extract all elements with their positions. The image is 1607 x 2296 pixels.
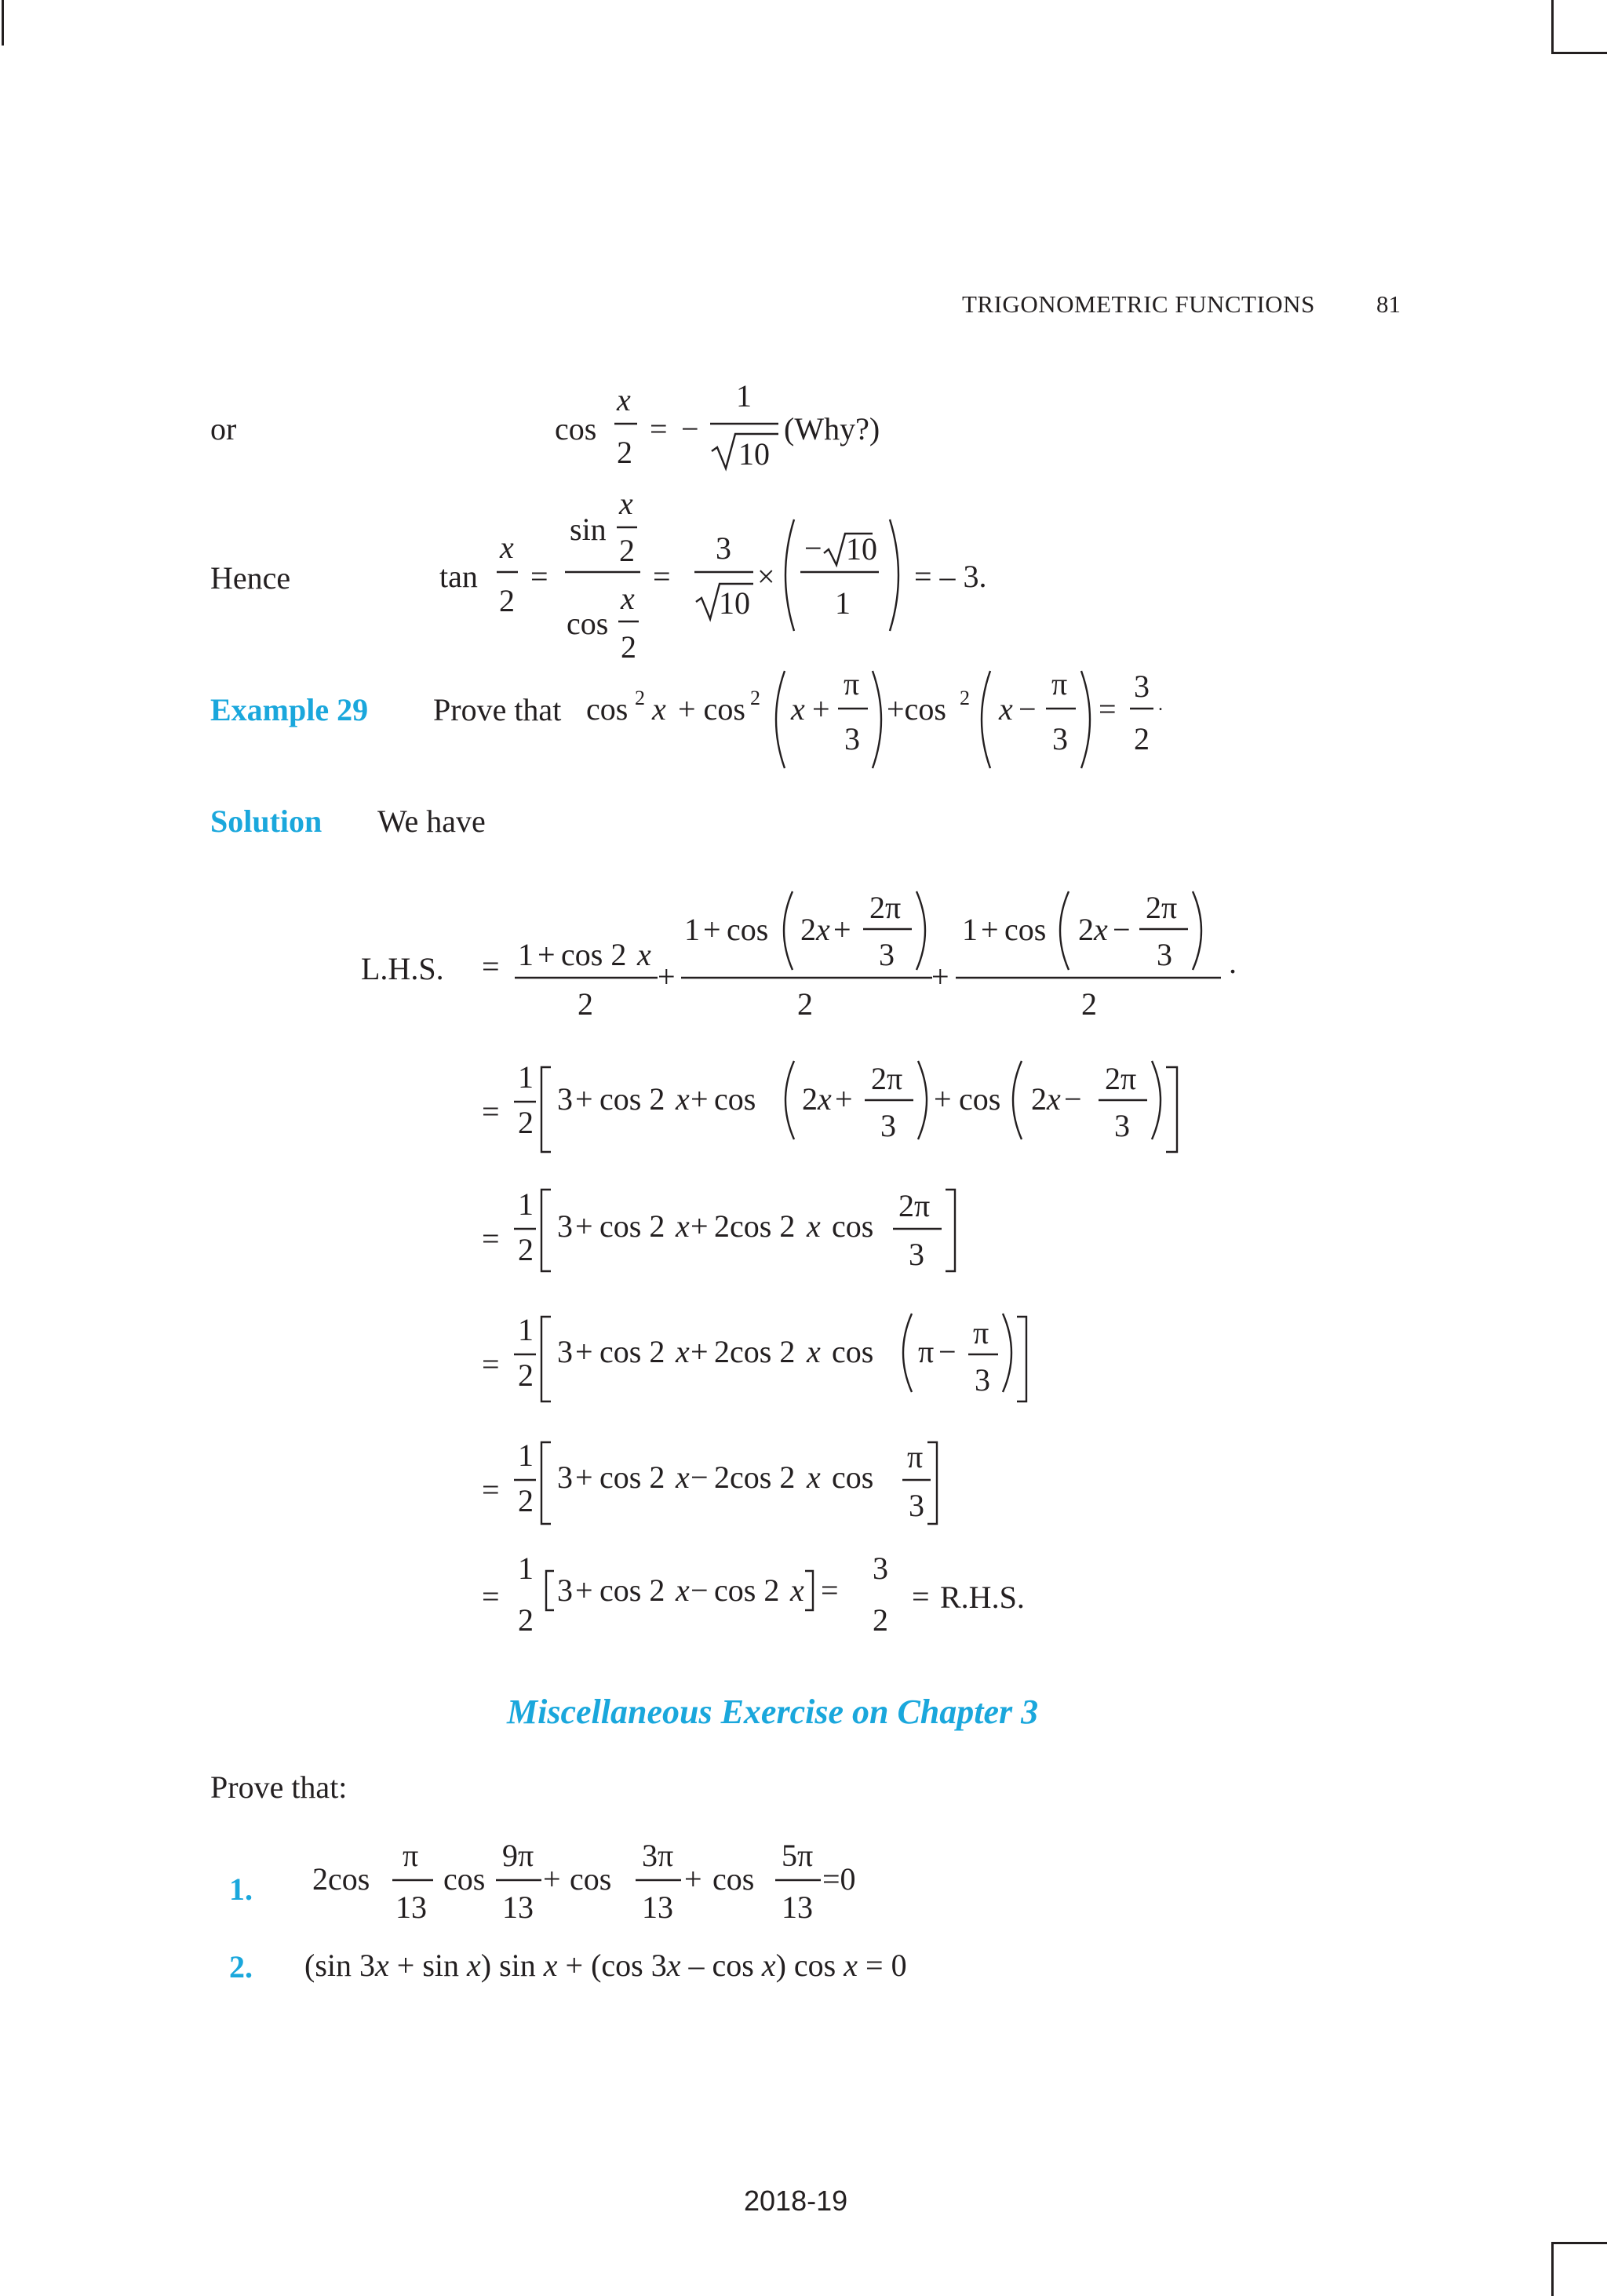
svg-text:3π: 3π: [642, 1838, 674, 1873]
svg-text:+: +: [691, 1334, 709, 1369]
svg-text:π: π: [973, 1315, 989, 1350]
svg-text:cos 2: cos 2: [599, 1081, 665, 1117]
example-label: Example 29: [210, 692, 369, 727]
svg-text:cos: cos: [567, 606, 609, 641]
svg-text:+: +: [575, 1081, 593, 1117]
svg-text:3: 3: [909, 1237, 924, 1272]
svg-text:+cos: +cos: [887, 691, 946, 727]
svg-text:cos: cos: [832, 1460, 874, 1495]
svg-text:2: 2: [802, 1081, 818, 1117]
exercise-1-expression: [312, 1838, 856, 1925]
svg-text:cos: cos: [443, 1861, 486, 1897]
equation-lhs: [482, 890, 1237, 1022]
svg-text:2: 2: [499, 583, 515, 618]
svg-text:2: 2: [797, 986, 813, 1022]
svg-text:=: =: [482, 1347, 500, 1382]
svg-text:2: 2: [518, 1232, 534, 1267]
svg-text:+: +: [981, 912, 999, 947]
svg-text:−: −: [938, 1334, 957, 1369]
svg-text:13: 13: [782, 1890, 813, 1925]
example-29-statement: [586, 666, 1163, 768]
word-or: or: [210, 411, 237, 446]
equation-step-5: [482, 1438, 937, 1524]
svg-text:2: 2: [1031, 1081, 1047, 1117]
svg-text:+: +: [691, 1081, 709, 1117]
svg-text:2cos 2: 2cos 2: [714, 1460, 796, 1495]
svg-text:13: 13: [395, 1890, 427, 1925]
svg-text:=: =: [482, 1221, 500, 1256]
svg-text:2π: 2π: [869, 890, 902, 925]
svg-text:2: 2: [518, 1483, 534, 1518]
svg-text:2: 2: [873, 1602, 888, 1638]
solution-lead: We have: [377, 804, 486, 839]
svg-text:2cos 2: 2cos 2: [714, 1208, 796, 1244]
svg-text:x: x: [652, 691, 666, 727]
svg-text:+: +: [658, 959, 676, 994]
svg-text:2: 2: [1134, 721, 1150, 756]
svg-text:2: 2: [518, 1602, 534, 1638]
svg-text:=: =: [912, 1579, 930, 1614]
svg-text:x: x: [807, 1460, 821, 1495]
svg-text:cos: cos: [586, 691, 629, 727]
svg-text:3: 3: [557, 1334, 573, 1369]
svg-text:=: =: [482, 949, 500, 984]
svg-text:x: x: [818, 1081, 832, 1117]
svg-text:sin: sin: [570, 512, 607, 547]
svg-text:3: 3: [975, 1362, 990, 1398]
svg-text:x: x: [500, 530, 514, 565]
svg-text:2π: 2π: [1105, 1061, 1137, 1096]
svg-text:2: 2: [578, 986, 593, 1022]
svg-text:x: x: [999, 691, 1013, 727]
lhs-label: L.H.S.: [361, 951, 444, 986]
svg-text:cos: cos: [832, 1208, 874, 1244]
svg-text:+: +: [833, 912, 851, 947]
svg-text:3: 3: [1157, 937, 1172, 972]
svg-text:+ cos: + cos: [678, 691, 745, 727]
svg-text:cos: cos: [714, 1081, 756, 1117]
svg-text:×: ×: [757, 559, 775, 594]
equation-step-3: [482, 1186, 955, 1272]
equation-cos-half-x: [555, 378, 778, 472]
svg-text:1: 1: [518, 1551, 534, 1586]
svg-text:2π: 2π: [1146, 890, 1178, 925]
svg-text:=: =: [482, 1472, 500, 1507]
svg-text:cos: cos: [832, 1334, 874, 1369]
svg-text:2π: 2π: [898, 1188, 931, 1223]
equation-tan-half-x: [439, 486, 987, 665]
footer-year: 2018-19: [744, 2185, 848, 2217]
svg-text:x: x: [676, 1334, 690, 1369]
svg-text:3: 3: [880, 1108, 896, 1143]
running-header-title: TRIGONOMETRIC FUNCTIONS: [962, 290, 1315, 318]
svg-text:1: 1: [962, 912, 978, 947]
svg-text:10: 10: [719, 585, 750, 621]
svg-text:x: x: [790, 1573, 804, 1608]
svg-text:π: π: [918, 1334, 935, 1369]
svg-text:=: =: [482, 1579, 500, 1614]
svg-text:cos 2: cos 2: [599, 1334, 665, 1369]
svg-text:=: =: [1099, 691, 1117, 727]
svg-text:2: 2: [800, 912, 816, 947]
svg-text:3: 3: [844, 721, 860, 756]
svg-text:+: +: [543, 1861, 561, 1897]
svg-text:cos 2: cos 2: [714, 1573, 780, 1608]
svg-text:1: 1: [518, 1186, 534, 1222]
svg-text:3: 3: [909, 1488, 924, 1523]
svg-text:2: 2: [1078, 912, 1094, 947]
svg-text:2: 2: [1081, 986, 1097, 1022]
equation-step-4: [482, 1312, 1026, 1401]
svg-text:−: −: [1113, 912, 1131, 947]
svg-text:3: 3: [557, 1460, 573, 1495]
svg-text:−: −: [804, 530, 822, 566]
svg-text:x: x: [816, 912, 830, 947]
svg-text:cos: cos: [959, 1081, 1001, 1117]
svg-text:3: 3: [557, 1081, 573, 1117]
svg-text:+: +: [537, 937, 556, 972]
svg-text:2: 2: [518, 1105, 534, 1140]
svg-text:+: +: [575, 1334, 593, 1369]
svg-text:x: x: [676, 1208, 690, 1244]
exercise-item-number-1: 1.: [229, 1871, 253, 1907]
svg-text:3: 3: [873, 1551, 888, 1586]
svg-text:2: 2: [619, 533, 635, 568]
svg-text:x: x: [791, 691, 805, 727]
svg-text:x: x: [1094, 912, 1108, 947]
svg-text:=: =: [650, 411, 668, 446]
svg-text:1: 1: [684, 912, 700, 947]
svg-text:−: −: [691, 1460, 709, 1495]
svg-text:cos 2: cos 2: [561, 937, 627, 972]
svg-text:2π: 2π: [871, 1061, 903, 1096]
svg-text:(sin 3x + sin x) sin x + (cos: (sin 3x + sin x) sin x + (cos 3x – cos x) cos x = 0: [304, 1948, 907, 1983]
svg-text:10: 10: [846, 531, 877, 567]
example-statement-prefix: Prove that: [433, 692, 562, 727]
svg-text:+: +: [575, 1460, 593, 1495]
svg-text:=: =: [530, 559, 548, 594]
svg-text:.: .: [1158, 694, 1163, 715]
svg-text:+: +: [835, 1081, 853, 1117]
svg-text:cos: cos: [712, 1861, 755, 1897]
svg-text:5π: 5π: [782, 1838, 814, 1873]
svg-text:−: −: [681, 411, 699, 446]
svg-text:+: +: [703, 912, 721, 947]
svg-text:cos: cos: [1004, 912, 1047, 947]
svg-text:2: 2: [750, 687, 760, 709]
svg-text:π: π: [403, 1838, 419, 1873]
svg-text:3: 3: [557, 1208, 573, 1244]
exercise-heading: Miscellaneous Exercise on Chapter 3: [507, 1693, 1039, 1731]
svg-text:3: 3: [1052, 721, 1068, 756]
svg-text:+: +: [934, 1081, 952, 1117]
svg-text:cos 2: cos 2: [599, 1208, 665, 1244]
svg-text:x: x: [676, 1460, 690, 1495]
svg-text:3: 3: [557, 1573, 573, 1608]
svg-text:2: 2: [621, 629, 636, 665]
why-note: (Why?): [784, 411, 880, 446]
svg-text:9π: 9π: [502, 1838, 534, 1873]
equation-step-2: [482, 1059, 1177, 1152]
svg-text:cos: cos: [555, 411, 597, 446]
svg-text:+: +: [575, 1573, 593, 1608]
svg-text:x: x: [619, 486, 633, 521]
svg-text:2cos: 2cos: [312, 1861, 370, 1897]
svg-text:−: −: [1064, 1081, 1082, 1117]
svg-text:= – 3.: = – 3.: [914, 559, 987, 594]
svg-text:2: 2: [960, 687, 970, 709]
exercise-intro: Prove that:: [210, 1769, 348, 1805]
svg-text:+: +: [684, 1861, 702, 1897]
svg-text:3: 3: [1114, 1108, 1130, 1143]
svg-text:1: 1: [518, 1438, 534, 1473]
svg-text:=: =: [821, 1573, 839, 1608]
svg-text:13: 13: [642, 1890, 673, 1925]
svg-text:x: x: [637, 937, 651, 972]
word-hence: Hence: [210, 560, 291, 596]
svg-text:x: x: [676, 1081, 690, 1117]
svg-text:1: 1: [518, 1059, 534, 1095]
svg-text:−: −: [1018, 691, 1037, 727]
svg-text:2cos 2: 2cos 2: [714, 1334, 796, 1369]
svg-text:1: 1: [518, 1312, 534, 1347]
svg-text:+: +: [575, 1208, 593, 1244]
svg-text:1: 1: [736, 378, 752, 414]
svg-text:π: π: [1051, 666, 1068, 702]
rhs-label: R.H.S.: [940, 1580, 1025, 1615]
equation-step-6: [482, 1551, 930, 1638]
svg-text:−: −: [691, 1573, 709, 1608]
svg-text:=: =: [653, 559, 671, 594]
svg-text:+: +: [931, 959, 949, 994]
svg-text:2: 2: [635, 687, 645, 709]
svg-text:tan: tan: [439, 559, 478, 594]
svg-text:1: 1: [518, 937, 534, 972]
svg-text:=0: =0: [822, 1861, 856, 1897]
svg-text:x: x: [807, 1334, 821, 1369]
svg-text:cos: cos: [727, 912, 769, 947]
svg-text:cos 2: cos 2: [599, 1460, 665, 1495]
svg-text:cos: cos: [570, 1861, 612, 1897]
svg-text:3: 3: [716, 530, 731, 566]
svg-text:cos 2: cos 2: [599, 1573, 665, 1608]
svg-text:π: π: [844, 666, 860, 702]
svg-text:x: x: [807, 1208, 821, 1244]
svg-text:+: +: [691, 1208, 709, 1244]
svg-text:x: x: [1047, 1081, 1061, 1117]
svg-text:.: .: [1229, 945, 1237, 980]
svg-text:10: 10: [738, 436, 770, 472]
exercise-2-expression: [304, 1948, 907, 1983]
svg-text:π: π: [907, 1439, 924, 1474]
svg-text:3: 3: [879, 937, 895, 972]
solution-label: Solution: [210, 804, 322, 839]
page-number: 81: [1376, 290, 1401, 318]
svg-text:3: 3: [1134, 669, 1150, 704]
svg-text:13: 13: [502, 1890, 534, 1925]
svg-text:2: 2: [518, 1358, 534, 1393]
svg-text:+: +: [812, 691, 830, 727]
svg-text:1: 1: [835, 585, 851, 621]
svg-text:=: =: [482, 1094, 500, 1129]
svg-text:x: x: [676, 1573, 690, 1608]
svg-text:x: x: [617, 382, 631, 417]
exercise-item-number-2: 2.: [229, 1949, 253, 1984]
svg-text:2: 2: [617, 435, 632, 470]
svg-text:x: x: [621, 581, 635, 616]
